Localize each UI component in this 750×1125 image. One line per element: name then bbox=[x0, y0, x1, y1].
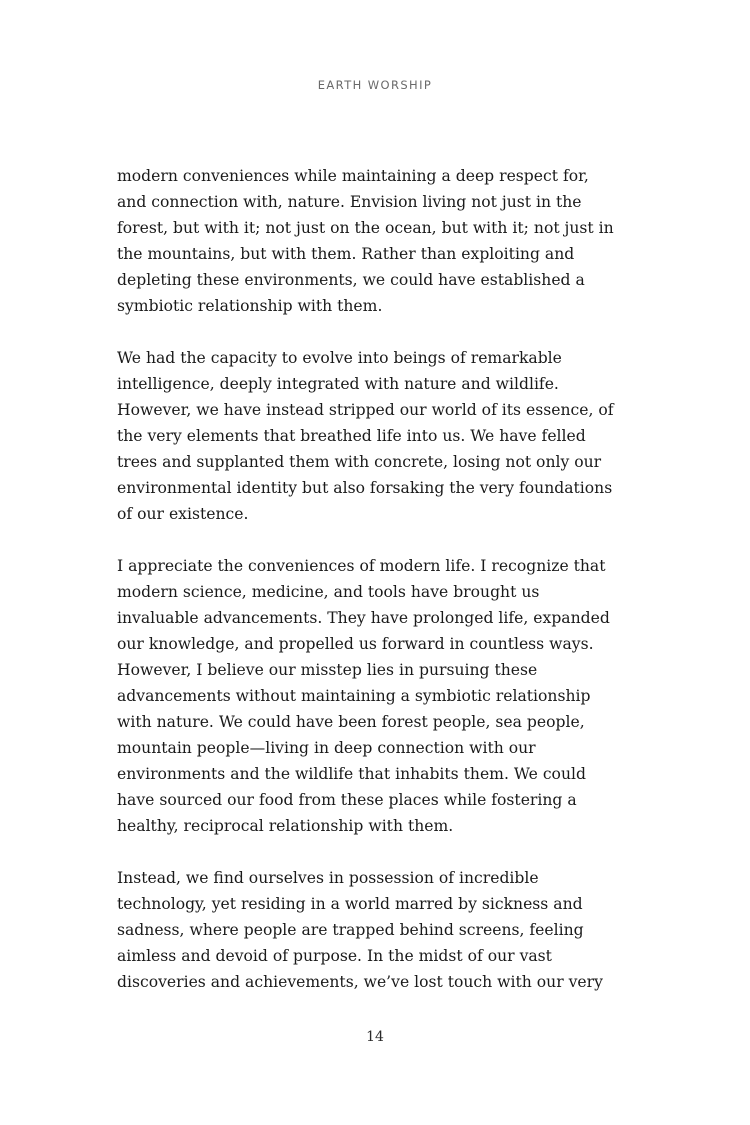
text-line: the very elements that breathed life into us. We have felled bbox=[117, 427, 586, 445]
text-line: However, we have instead stripped our world of its essence, of bbox=[117, 401, 614, 419]
text-line: symbiotic relationship with them. bbox=[117, 297, 383, 315]
text-line: our knowledge, and propelled us forward in countless ways. bbox=[117, 635, 594, 653]
text-line: We had the capacity to evolve into beings of remarkable bbox=[117, 349, 562, 367]
text-line: environmental identity but also forsaking the very foundations bbox=[117, 479, 613, 497]
paragraph-gap bbox=[117, 839, 647, 865]
text-line: mountain people—living in deep connection with our bbox=[117, 739, 536, 757]
text-line: technology, yet residing in a world marred by sickness and bbox=[117, 895, 583, 913]
text-line: the mountains, but with them. Rather than exploiting and bbox=[117, 245, 575, 263]
text-line: advancements without maintaining a symbiotic relationship bbox=[117, 687, 591, 705]
text-line: Instead, we find ourselves in possession of incredible bbox=[117, 869, 539, 887]
paragraph-1 bbox=[117, 163, 647, 319]
text-line: aimless and devoid of purpose. In the midst of our vast bbox=[117, 947, 552, 965]
paragraph-4 bbox=[117, 865, 647, 995]
paragraph-2 bbox=[117, 345, 647, 527]
text-line: healthy, reciprocal relationship with them. bbox=[117, 817, 454, 835]
text-line: environments and the wildlife that inhabits them. We could bbox=[117, 765, 586, 783]
paragraph-gap bbox=[117, 527, 647, 553]
text-line: intelligence, deeply integrated with nature and wildlife. bbox=[117, 375, 559, 393]
text-line: modern conveniences while maintaining a deep respect for, bbox=[117, 167, 589, 185]
text-line: of our existence. bbox=[117, 505, 249, 523]
page-number: 14 bbox=[366, 1029, 384, 1045]
text-line: modern science, medicine, and tools have brought us bbox=[117, 583, 540, 601]
text-line: have sourced our food from these places while fostering a bbox=[117, 791, 577, 809]
paragraph-gap bbox=[117, 319, 647, 345]
body-text bbox=[117, 163, 647, 995]
text-line: with nature. We could have been forest people, sea people, bbox=[117, 713, 585, 731]
text-line: forest, but with it; not just on the ocean, but with it; not just in bbox=[117, 219, 614, 237]
text-line: sadness, where people are trapped behind screens, feeling bbox=[117, 921, 584, 939]
running-header: EARTH WORSHIP bbox=[317, 78, 433, 92]
text-line: invaluable advancements. They have prolonged life, expanded bbox=[117, 609, 610, 627]
text-line: depleting these environments, we could have established a bbox=[117, 271, 585, 289]
text-line: discoveries and achievements, we’ve lost touch with our very bbox=[117, 973, 603, 991]
text-line: trees and supplanted them with concrete, losing not only our bbox=[117, 453, 602, 471]
text-line: and connection with, nature. Envision living not just in the bbox=[117, 193, 582, 211]
text-line: However, I believe our misstep lies in pursuing these bbox=[117, 661, 538, 679]
text-line: I appreciate the conveniences of modern life. I recognize that bbox=[117, 557, 606, 575]
paragraph-3 bbox=[117, 553, 647, 839]
